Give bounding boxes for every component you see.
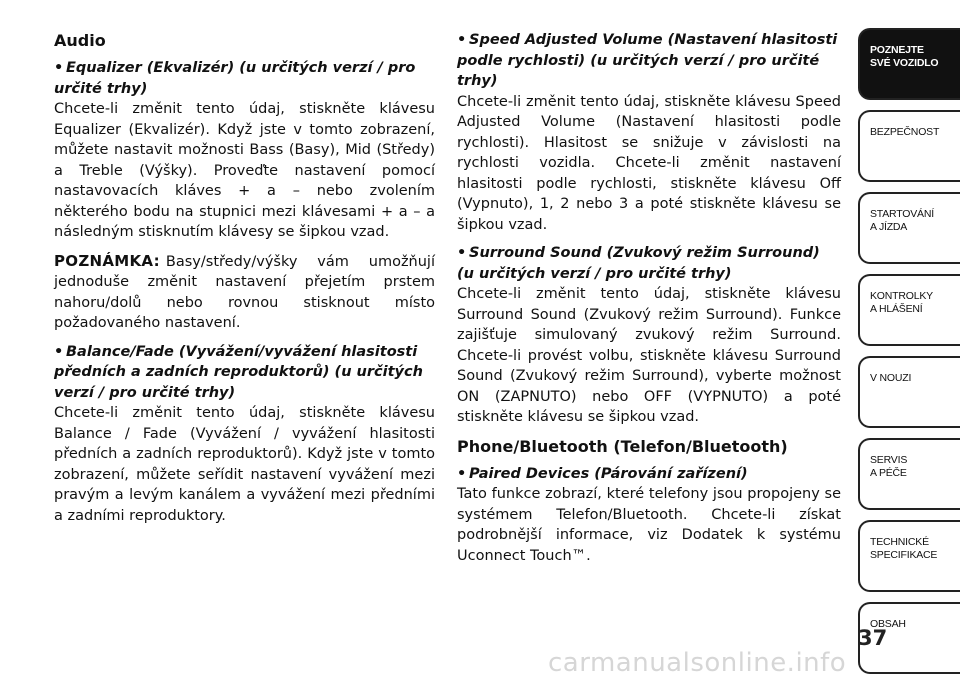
left-column bbox=[54, 30, 435, 534]
tab-poznejte[interactable]: POZNEJTE SVÉ VOZIDLO bbox=[858, 28, 960, 100]
paired-devices-title: • Paired Devices (Párování zařízení) bbox=[457, 465, 748, 482]
tab-obsah[interactable]: OBSAH bbox=[858, 602, 960, 674]
tab-servis[interactable]: SERVIS A PÉČE bbox=[858, 438, 960, 510]
page-number: 37 bbox=[858, 626, 888, 650]
speed-volume-title: • Speed Adjusted Volume (Nastavení hlasitosti bbox=[457, 32, 838, 48]
speed-volume-text: Chcete-li změnit tento údaj, stiskněte klávesu Speed Adjusted Volume (Nastavení hlasitosti podle rychlosti). Hlasitost se snižuje v závislosti na rychlosti vozidla. Chcete-li změnit nastavení hlasitosti podle rychlosti, stiskněte klávesu Off (Vypnuto), 1, 2 nebo 3 a poté stiskněte klávesu se šipkou vzad. bbox=[457, 93, 841, 233]
chapter-tabs bbox=[858, 28, 960, 684]
surround-text: Chcete-li změnit tento údaj, stiskněte klávesu Surround Sound (Zvukový režim Surround). Funkce zajišťuje simulovaný zvukový režim Surround. Chcete-li provést volbu, stiskněte klávesu Surround Sound (Zvukový režim Surround), vyberte možnost ON (ZAPNUTO) nebo OFF (VYPNUTO) a poté stiskněte klávesu se šipkou vzad. bbox=[457, 286, 841, 425]
balance-title-cont-2: verzí / pro určité trhy) bbox=[54, 384, 236, 401]
paired-devices-text: Tato funkce zobrazí, které telefony jsou propojeny se systémem Telefon/Bluetooth. Chcete-li získat podrobnější informace, viz Dodatek k systému Uconnect Touch™. bbox=[457, 486, 841, 564]
surround-title: • Surround Sound (Zvukový režim Surround) bbox=[457, 245, 820, 261]
speed-volume-title-cont: podle rychlosti) (u určitých verzí / pro určité trhy) bbox=[457, 52, 820, 89]
section-heading-phone: Phone/Bluetooth (Telefon/Bluetooth) bbox=[457, 436, 788, 456]
right-column bbox=[457, 30, 841, 574]
tab-bezpecnost[interactable]: BEZPEČNOST bbox=[858, 110, 960, 182]
balance-text: Chcete-li změnit tento údaj, stiskněte klávesu Balance / Fade (Vyvážení / vyvážení hlasitosti předních a zadních reproduktorů). Když jste v tomto zobrazení, můžete seřídit nastavení vyvážení mezi pravým a levým kanálem a vyvážení mezi předními a zadními reproduktory. bbox=[54, 405, 435, 524]
note-paragraph bbox=[54, 251, 435, 334]
balance-title-cont-1: předních a zadních reproduktorů) (u určitých bbox=[54, 364, 423, 380]
note-label: POZNÁMKA: bbox=[54, 251, 160, 270]
watermark: carmanualsonline.info bbox=[548, 648, 847, 678]
equalizer-title-cont: určité trhy) bbox=[54, 80, 148, 97]
note-text: Basy/středy/výšky vám umožňují jednoduše změnit nastavení přejetím prstem nahoru/dolů nebo rovnou stisknout místo požadovaného nastavení. bbox=[54, 253, 435, 331]
section-heading-audio: Audio bbox=[54, 31, 106, 50]
surround-title-cont: (u určitých verzí / pro určité trhy) bbox=[457, 265, 732, 282]
tab-technicke[interactable]: TECHNICKÉ SPECIFIKACE bbox=[858, 520, 960, 592]
equalizer-text: Chcete-li změnit tento údaj, stiskněte klávesu Equalizer (Ekvalizér). Když jste v tomto zobrazení, můžete nastavit možnosti Bass (Basy), Mid (Středy) a Treble (Výšky). Proveďte nastavení pomocí nastavovacích kláves + a – nebo zvolením některého bodu na stupnici mezi klávesami + a – a následným stisknutím klávesy se šipkou vzad. bbox=[54, 101, 435, 240]
equalizer-title: • Equalizer (Ekvalizér) (u určitých verzí / pro bbox=[54, 60, 416, 76]
balance-title: • Balance/Fade (Vyvážení/vyvážení hlasitosti bbox=[54, 343, 418, 360]
tab-kontrolky[interactable]: KONTROLKY A HLÁŠENÍ bbox=[858, 274, 960, 346]
tab-startovani[interactable]: STARTOVÁNÍ A JÍZDA bbox=[858, 192, 960, 264]
tab-v-nouzi[interactable]: V NOUZI bbox=[858, 356, 960, 428]
